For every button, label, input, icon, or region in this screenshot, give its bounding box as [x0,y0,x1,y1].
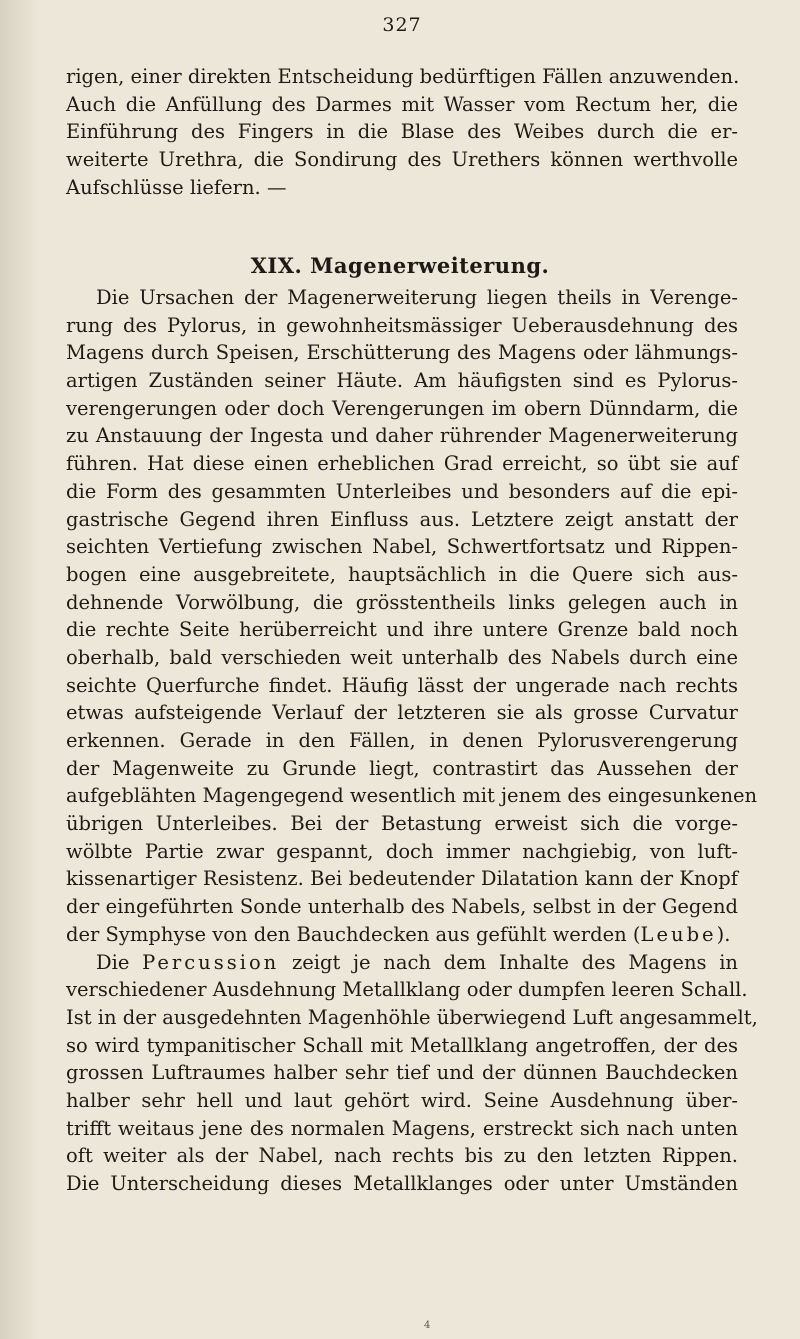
text-line: die Form des gesammten Unterleibes und besonders auf die epi- [66,479,738,503]
signature-mark: 4 [424,1320,431,1331]
text-line: halber sehr hell und laut gehört wird. Seine Ausdehnung über- [66,1088,738,1112]
text-line: Die Unterscheidung dieses Metallklanges oder unter Umständen [66,1172,738,1195]
text-segment: der Symphyse von den Bauchdecken aus gefühlt werden ( [66,922,641,946]
text-line: der eingeführten Sonde unterhalb des Nabels, selbst in der Gegend [66,895,738,919]
text-line: Einführung des Fingers in die Blase des Weibes durch die er- [66,120,738,144]
emphasized-term: Percussion [142,950,280,974]
text-segment: ). [716,922,731,946]
text-line: Magens durch Speisen, Erschütterung des Magens oder lähmungs- [66,341,738,365]
intro-paragraph [66,63,738,201]
text-line: seichte Querfurche findet. Häufig lässt der ungerade nach rechts [66,673,738,697]
text-line: oft weiter als der Nabel, nach rechts bis zu den letzten Rippen. [66,1144,738,1168]
text-line-percussion [66,949,738,977]
text-line: trifft weitaus jene des normalen Magens, erstreckt sich nach unten [66,1116,738,1140]
text-line: aufgeblähten Magengegend wesentlich mit jenem des eingesunkenen [66,784,758,808]
text-line: bogen eine ausgebreitete, hauptsächlich in die Quere sich aus- [66,562,738,586]
page-number: 327 [382,14,422,36]
text-line: rigen, einer direkten Entscheidung bedürftigen Fällen anzuwenden. [66,65,740,88]
text-line: Ist in der ausgedehnten Magenhöhle überwiegend Luft angesammelt, [66,1005,758,1029]
text-line: erkennen. Gerade in den Fällen, in denen Pylorusverengerung [66,729,738,752]
text-line: zu Anstauung der Ingesta und daher rührender Magenerweiterung [66,424,738,448]
text-line: übrigen Unterleibes. Bei der Betastung erweist sich die vorge- [66,812,738,836]
text-line: seichten Vertiefung zwischen Nabel, Schwertfortsatz und Rippen- [66,535,738,559]
text-line: etwas aufsteigende Verlauf der letzteren sie als grosse Curvatur [66,701,738,725]
author-name: Leube [640,922,717,946]
text-line: verschiedener Ausdehnung Metallklang oder dumpfen leeren Schall. [66,978,748,1002]
text-line: wölbte Partie zwar gespannt, doch immer nachgiebig, von luft- [66,839,738,863]
text-segment: Die [96,950,143,974]
text-line: verengerungen oder doch Verengerungen im obern Dünndarm, die [66,396,738,420]
text-line: so wird tympanitischer Schall mit Metallklang angetroffen, der des [66,1033,738,1057]
text-line: weiterte Urethra, die Sondirung des Urethers können werthvolle [66,148,738,172]
main-paragraph [66,284,758,1198]
text-line: führen. Hat diese einen erheblichen Grad erreicht, so übt sie auf [66,452,738,476]
text-line: kissenartiger Resistenz. Bei bedeutender Dilatation kann der Knopf [66,867,738,891]
text-line: Aufschlüsse liefern. — [66,175,287,199]
text-line: dehnende Vorwölbung, die grösstentheils links gelegen auch in [66,590,738,614]
text-line: grossen Luftraumes halber sehr tief und der dünnen Bauchdecken [66,1061,738,1085]
text-line: artigen Zuständen seiner Häute. Am häufigsten sind es Pylorus- [66,369,738,393]
text-line-leube [66,921,738,949]
text-line: gastrische Gegend ihren Einfluss aus. Letztere zeigt anstatt der [66,507,738,531]
text-segment: zeigt je nach dem Inhalte des Magens in [279,950,738,974]
text-line: der Magenweite zu Grunde liegt, contrastirt das Aussehen der [66,756,738,780]
text-line: rung des Pylorus, in gewohnheitsmässiger Ueberausdehnung des [66,313,738,337]
section-heading: XIX. Magenerweiterung. [250,253,550,278]
text-line: oberhalb, bald verschieden weit unterhalb des Nabels durch eine [66,645,738,669]
text-line: die rechte Seite herüberreicht und ihre untere Grenze bald noch [66,618,738,642]
text-line: Die Ursachen der Magenerweiterung liegen theils in Verenge- [96,286,738,309]
text-line: Auch die Anfüllung des Darmes mit Wasser vom Rectum her, die [66,92,738,116]
